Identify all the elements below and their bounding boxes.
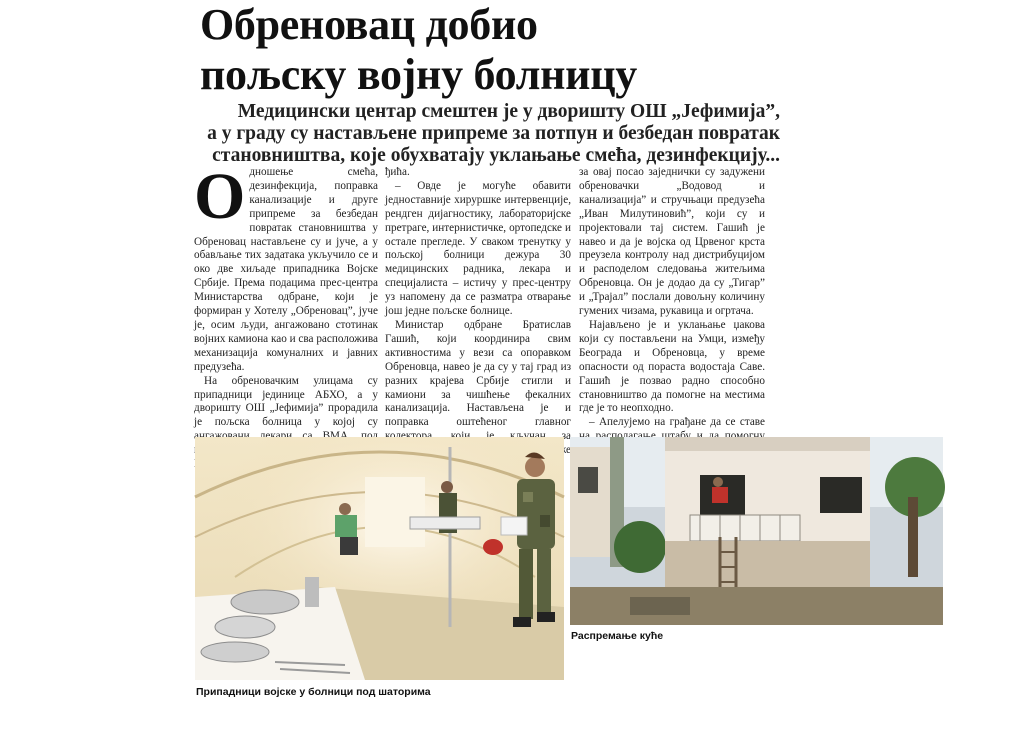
article-paragraph: за овај посао заједнички су задужени обреновачки „Водовод и канализација” и стручњаци предузећа „Иван Милутиновић”, који су и пројектовали тај систем. Гашић је навео и да је војска од Црвеног крста преузела контролу над дистрибуцијом и расподелом следовања житељима Обреновца. Он је додао да су „Тигар” и „Трајал” послали довољну количину гумених чизама, рукавица и огртача.: [579, 166, 765, 318]
subhead: [200, 101, 780, 167]
headline-line-2: пољску војну болницу: [200, 50, 637, 99]
subhead-line-3: становништва, које обухватају уклањање смећа, дезинфекцију...: [212, 145, 780, 166]
house-cleanup-illustration: [570, 437, 943, 625]
article-paragraph: ђића.: [385, 166, 410, 178]
article-column-3: [579, 166, 765, 428]
article-paragraph: – Апелујемо на грађане да се ставе: [589, 416, 765, 429]
article-paragraph: – Овде је могуће обавити једноставније хируршке интервенције, рендген дијагностику, лабораторијске претраге, интернистичке, ортопедске и остале прегледе. У сваком тренутку у пољској болници дежура 30 медицинских радника, лекара и специјалиста – истичу у прес-центру уз напомену да се разматра отварање још једне пољске болнице.: [385, 179, 571, 318]
article-paragraph: Одношење смећа, дезинфекција, поправка канализације и друге припреме за безбедан повратак становништва у Обреновац настављене су и јуче, а у обављање тих задатака укључило се и око две хиљаде припадника Војске Србије. Према подацима прес-центра Министарства одбране, који је формиран у Хотелу „Обреновац”, јуче је, осим људи, ангажовано стотинак војних камиона као и сва расположива механизација комуналних и јавних предузећа.: [194, 160, 378, 373]
article-paragraph: На обреновачким улицама су припадници јединице АБХО, а у дворишту ОШ „Јефимија” прорадила је пољска болница у којој су: [194, 374, 378, 429]
photo-field-hospital: [195, 437, 564, 680]
photo-caption-house-cleanup: Распремање куће: [571, 630, 664, 642]
photo-caption-field-hospital: Припадници војске у болници под шаторима: [196, 686, 431, 698]
subhead-line-2: а у граду су настављене припреме за потпун и безбедан повратак: [207, 123, 780, 144]
article-paragraph: Најављено је и уклањање џакова који су постављени на Умци, између Београда и Обреновца, у време опасности од пораста водостаја Саве. Гашић је позвао радно способно становништво да помогне на местима где је то неопходно.: [579, 318, 765, 415]
article-column-1: [194, 160, 378, 429]
subhead-line-1: Медицински центар смештен је у дворишту ОШ „Јефимија”,: [237, 101, 780, 122]
drop-cap: О: [194, 160, 246, 233]
photo-house-cleanup: [570, 437, 943, 625]
headline: [200, 0, 800, 100]
headline-line-1: Обреновац добио: [200, 0, 538, 49]
article-paragraph: Министар одбране Братислав Гашић, који координира свим активностима у вези са опоравком Обреновца, навео је да су у тај град из разних крајева Србије стигли и камиони за чишћење фекалних канализација. Настављена је и поправка оштећеног главног за: [385, 318, 571, 443]
article-column-2: [385, 166, 571, 443]
field-hospital-illustration: [195, 437, 564, 680]
